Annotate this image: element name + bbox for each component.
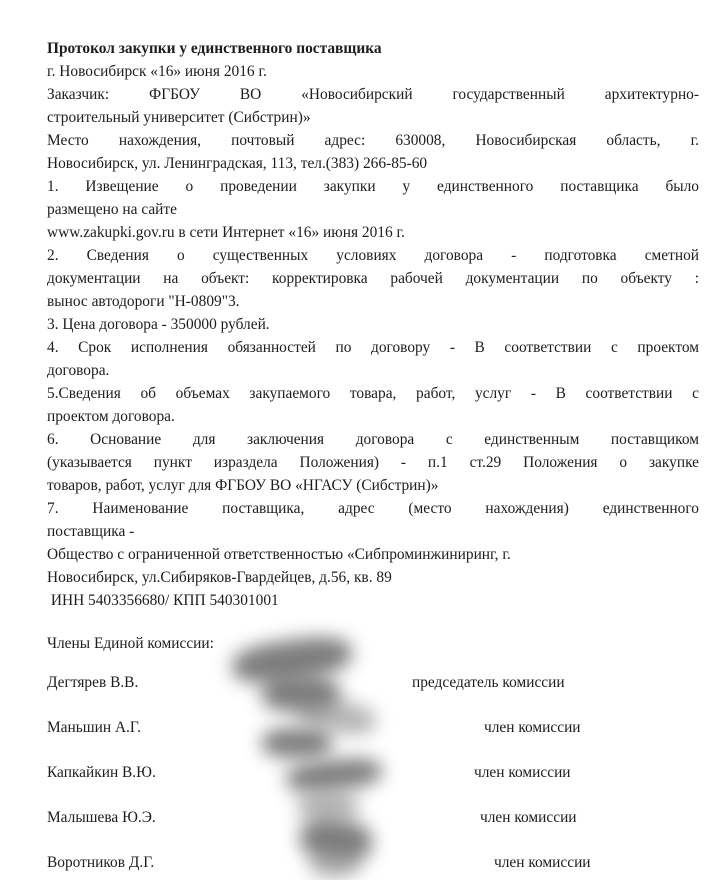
customer-line-2: строительный университет (Сибстрин)» xyxy=(47,109,311,126)
member-role: член комиссии xyxy=(474,764,571,781)
item-6-line-1: 6. Основание для заключения договора с единственным поставщиком xyxy=(47,431,699,448)
member-name: Малышева Ю.Э. xyxy=(47,809,156,826)
city-date: г. Новосибирск «16» июня 2016 г. xyxy=(47,63,267,80)
customer-line-1: Заказчик: ФГБОУ ВО «Новосибирский государственный архитектурно- xyxy=(47,86,699,103)
item-3-line-1: 3. Цена договора - 350000 рублей. xyxy=(47,316,270,333)
item-1-line-3: www.zakupki.gov.ru в сети Интернет «16» июня 2016 г. xyxy=(47,224,405,241)
member-name: Маньшин А.Г. xyxy=(47,719,141,736)
item-5-line-1: 5.Сведения об объемах закупаемого товара, работ, услуг - В соответствии с xyxy=(47,385,699,402)
document-title: Протокол закупки у единственного поставщика xyxy=(47,40,382,57)
commission-heading: Члены Единой комиссии: xyxy=(47,635,214,652)
item-4-line-2: договора. xyxy=(47,362,110,379)
item-2-line-2: документации на объект: корректировка рабочей документации по объекту : xyxy=(47,270,699,287)
item-7-line-1: 7. Наименование поставщика, адрес (место нахождения) единственного xyxy=(47,500,699,517)
item-6-line-2: (указывается пункт израздела Положения) - п.1 ст.29 Положения о закупке xyxy=(47,454,699,471)
item-2-line-3: вынос автодороги "Н-0809"3. xyxy=(47,293,240,310)
supplier-line-2: Новосибирск, ул.Сибиряков-Гвардейцев, д.56, кв. 89 xyxy=(47,569,392,586)
member-role: член комиссии xyxy=(480,809,577,826)
item-1-line-2: размещено на сайте xyxy=(47,201,177,218)
member-name: Дегтярев В.В. xyxy=(47,674,139,691)
member-name: Воротников Д.Г. xyxy=(47,854,155,871)
address-line-2: Новосибирск, ул. Ленинградская, 113, тел.(383) 266-85-60 xyxy=(47,155,428,172)
item-2-line-1: 2. Сведения о существенных условиях договора - подготовка сметной xyxy=(47,247,699,264)
item-4-line-1: 4. Срок исполнения обязанностей по договору - В соответствии с проектом xyxy=(47,339,699,356)
item-1-line-1: 1. Извещение о проведении закупки у единственного поставщика было xyxy=(47,178,699,195)
supplier-inn-kpp: ИНН 5403356680/ КПП 540301001 xyxy=(47,592,279,609)
address-line-1: Место нахождения, почтовый адрес: 630008, Новосибирская область, г. xyxy=(47,132,699,149)
item-7-line-2: поставщика - xyxy=(47,523,135,540)
item-5-line-2: проектом договора. xyxy=(47,408,175,425)
item-6-line-3: товаров, работ, услуг для ФГБОУ ВО «НГАСУ (Сибстрин)» xyxy=(47,477,439,494)
member-role: член комиссии xyxy=(494,854,591,871)
member-name: Капкайкин В.Ю. xyxy=(47,764,156,781)
member-role: член комиссии xyxy=(484,719,581,736)
member-role: председатель комиссии xyxy=(412,674,565,691)
supplier-line-1: Общество с ограниченной ответственностью «Сибпроминжиниринг, г. xyxy=(47,546,511,563)
